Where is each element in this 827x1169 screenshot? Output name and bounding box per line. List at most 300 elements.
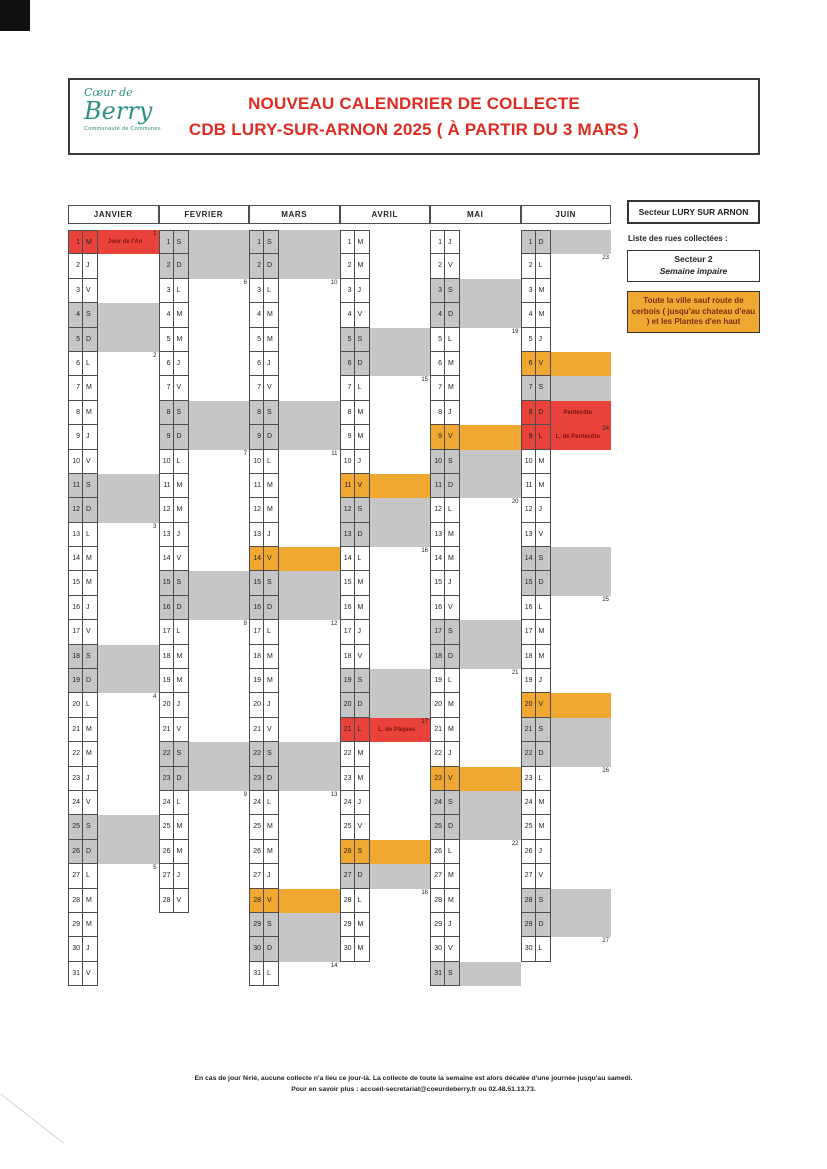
day-note-area — [551, 742, 612, 766]
day-note-area — [189, 230, 250, 254]
day-note-area — [460, 815, 521, 839]
day-number: 9 — [430, 425, 444, 449]
day-note-area — [279, 498, 340, 522]
day-cell — [340, 547, 431, 571]
day-letter: L — [82, 693, 98, 717]
day-cell — [68, 620, 159, 644]
day-cell — [249, 571, 340, 595]
day-cell — [68, 547, 159, 571]
day-cell — [521, 620, 612, 644]
day-cell — [430, 913, 521, 937]
day-note-area — [551, 523, 612, 547]
day-letter: V — [535, 864, 551, 888]
day-number: 16 — [430, 596, 444, 620]
day-note-area — [189, 791, 250, 815]
day-letter: V — [444, 767, 460, 791]
day-number: 9 — [159, 425, 173, 449]
day-note-area — [551, 498, 612, 522]
day-cell — [340, 376, 431, 400]
day-note-area — [279, 596, 340, 620]
day-letter: L — [82, 352, 98, 376]
day-letter: D — [173, 596, 189, 620]
day-cell — [68, 864, 159, 888]
day-letter: J — [82, 254, 98, 278]
day-letter: M — [263, 474, 279, 498]
day-cell — [340, 596, 431, 620]
week-number: 8 — [243, 621, 247, 628]
week-number: 7 — [243, 450, 247, 457]
day-cell — [521, 889, 612, 913]
day-number: 23 — [68, 767, 82, 791]
day-letter: D — [263, 425, 279, 449]
day-note-area — [189, 376, 250, 400]
day-letter: M — [444, 864, 460, 888]
week-number: 21 — [511, 670, 519, 677]
day-note-area — [460, 889, 521, 913]
day-number: 18 — [430, 645, 444, 669]
day-number: 27 — [68, 864, 82, 888]
day-number: 22 — [340, 742, 354, 766]
day-note-area — [189, 401, 250, 425]
day-note-area — [370, 279, 431, 303]
scan-artifact-corner — [0, 0, 30, 31]
day-note-area — [460, 328, 521, 352]
day-note-area — [98, 937, 159, 961]
day-cell — [430, 571, 521, 595]
day-cell — [340, 693, 431, 717]
day-letter: S — [535, 889, 551, 913]
day-letter: L — [535, 767, 551, 791]
day-cell — [430, 230, 521, 254]
day-number: 17 — [249, 620, 263, 644]
page-title-line1: NOUVEAU CALENDRIER DE COLLECTE — [248, 94, 580, 113]
day-cell — [159, 742, 250, 766]
day-letter: M — [82, 376, 98, 400]
week-number: 12 — [330, 621, 338, 628]
month-days — [340, 230, 431, 962]
day-cell — [430, 620, 521, 644]
day-letter: L — [173, 620, 189, 644]
day-cell — [249, 815, 340, 839]
day-letter: J — [354, 450, 370, 474]
day-note-area — [370, 328, 431, 352]
day-number: 21 — [521, 718, 535, 742]
day-letter: D — [354, 864, 370, 888]
day-note-area — [279, 571, 340, 595]
day-note-area — [551, 547, 612, 571]
day-note-area — [551, 620, 612, 644]
day-letter: J — [82, 937, 98, 961]
week-number: 11 — [331, 450, 338, 457]
day-cell — [430, 523, 521, 547]
day-letter: L — [535, 254, 551, 278]
day-letter: M — [263, 498, 279, 522]
day-letter: M — [173, 645, 189, 669]
day-letter: S — [173, 571, 189, 595]
day-cell — [68, 742, 159, 766]
day-number: 20 — [340, 693, 354, 717]
day-note-area — [370, 474, 431, 498]
day-note-area — [551, 791, 612, 815]
day-note-area — [370, 498, 431, 522]
day-cell — [430, 450, 521, 474]
day-number: 25 — [249, 815, 263, 839]
day-letter: D — [263, 254, 279, 278]
day-number: 19 — [68, 669, 82, 693]
month-header: FEVRIER — [159, 205, 250, 224]
day-cell — [249, 376, 340, 400]
day-letter: L — [354, 376, 370, 400]
day-note-area — [189, 693, 250, 717]
day-cell — [68, 328, 159, 352]
day-number: 14 — [340, 547, 354, 571]
day-number: 8 — [430, 401, 444, 425]
day-note-area — [460, 279, 521, 303]
day-number: 8 — [249, 401, 263, 425]
day-letter: M — [444, 523, 460, 547]
day-number: 1 — [521, 230, 535, 254]
day-cell — [159, 376, 250, 400]
day-note-area — [189, 840, 250, 864]
day-note-area — [98, 742, 159, 766]
day-cell — [249, 425, 340, 449]
logo-subtitle: Communauté de Communes — [84, 126, 161, 132]
day-note-area — [98, 767, 159, 791]
day-cell — [249, 523, 340, 547]
day-number: 21 — [249, 718, 263, 742]
day-letter: M — [535, 791, 551, 815]
day-cell — [521, 279, 612, 303]
day-letter: M — [535, 474, 551, 498]
day-cell — [340, 864, 431, 888]
day-number: 21 — [430, 718, 444, 742]
day-letter: L — [354, 889, 370, 913]
day-letter: V — [535, 693, 551, 717]
day-letter: S — [82, 303, 98, 327]
day-cell — [521, 645, 612, 669]
day-number: 26 — [430, 840, 444, 864]
day-cell — [521, 767, 612, 791]
day-letter: D — [444, 474, 460, 498]
day-number: 5 — [430, 328, 444, 352]
day-note-area — [98, 645, 159, 669]
day-note-area — [551, 254, 612, 278]
day-cell — [340, 669, 431, 693]
day-note-area — [460, 571, 521, 595]
day-letter: M — [173, 669, 189, 693]
day-number: 30 — [340, 937, 354, 961]
day-letter: V — [354, 474, 370, 498]
day-number: 1 — [249, 230, 263, 254]
day-cell — [249, 498, 340, 522]
day-cell — [249, 742, 340, 766]
day-number: 28 — [430, 889, 444, 913]
day-cell — [249, 254, 340, 278]
week-number: 3 — [153, 523, 157, 530]
month-column-juin — [521, 205, 612, 986]
day-letter: S — [444, 279, 460, 303]
day-cell — [430, 401, 521, 425]
day-cell — [521, 547, 612, 571]
day-cell — [159, 596, 250, 620]
day-note-area — [460, 523, 521, 547]
footer-note-line1: En cas de jour férié, aucune collecte n'a lieu ce jour-là. La collecte de toute la semaine est alors décalée d'une journée jusqu'au samedi. — [194, 1075, 633, 1082]
month-header: JANVIER — [68, 205, 159, 224]
day-note-area — [551, 596, 612, 620]
day-letter: L — [535, 937, 551, 961]
logo-text-main: Berry — [84, 97, 153, 125]
day-number: 23 — [249, 767, 263, 791]
zone-description-box: Toute la ville sauf route de cerbois ( jusqu'au chateau d'eau ) et les Plantes d'en haut — [627, 291, 760, 333]
day-note-area — [279, 937, 340, 961]
day-note-area — [279, 864, 340, 888]
day-letter: J — [354, 620, 370, 644]
day-note-area — [279, 693, 340, 717]
day-note-area — [189, 815, 250, 839]
day-number: 22 — [249, 742, 263, 766]
day-note-area — [460, 498, 521, 522]
day-number: 20 — [68, 693, 82, 717]
day-note-area — [189, 352, 250, 376]
day-letter: D — [535, 913, 551, 937]
day-number: 22 — [159, 742, 173, 766]
day-number: 5 — [159, 328, 173, 352]
day-number: 26 — [68, 840, 82, 864]
day-number: 7 — [68, 376, 82, 400]
day-number: 29 — [68, 913, 82, 937]
day-cell — [68, 962, 159, 986]
day-number: 18 — [521, 645, 535, 669]
day-number: 17 — [340, 620, 354, 644]
day-cell — [340, 498, 431, 522]
week-number: 18 — [421, 889, 428, 896]
day-cell — [249, 328, 340, 352]
day-note-area — [370, 596, 431, 620]
day-number: 19 — [249, 669, 263, 693]
day-note-area — [460, 401, 521, 425]
day-letter: V — [173, 718, 189, 742]
day-letter: D — [354, 352, 370, 376]
day-letter: J — [444, 742, 460, 766]
month-column-mai — [430, 205, 521, 986]
day-note-area — [279, 962, 340, 986]
day-letter: V — [444, 937, 460, 961]
day-number: 12 — [521, 498, 535, 522]
header-box — [68, 78, 760, 155]
day-note-area — [189, 328, 250, 352]
day-letter: J — [535, 328, 551, 352]
day-cell — [68, 425, 159, 449]
day-letter: M — [535, 620, 551, 644]
day-cell — [159, 815, 250, 839]
day-cell — [340, 450, 431, 474]
day-number: 30 — [430, 937, 444, 961]
day-letter: V — [354, 815, 370, 839]
day-note-area — [279, 230, 340, 254]
coeur-de-berry-logo — [84, 87, 184, 133]
day-letter: L — [263, 962, 279, 986]
day-cell — [68, 376, 159, 400]
day-cell — [159, 254, 250, 278]
day-note-area — [189, 523, 250, 547]
day-cell — [430, 962, 521, 986]
day-cell — [340, 815, 431, 839]
day-number: 13 — [340, 523, 354, 547]
day-note-area — [370, 352, 431, 376]
day-letter: V — [82, 962, 98, 986]
day-number: 18 — [340, 645, 354, 669]
day-cell — [521, 913, 612, 937]
day-note-area — [460, 645, 521, 669]
day-cell — [249, 450, 340, 474]
day-number: 14 — [430, 547, 444, 571]
day-cell — [68, 937, 159, 961]
holiday-label: L. de Pentecôte — [555, 434, 600, 441]
day-letter: M — [173, 840, 189, 864]
day-letter: S — [82, 815, 98, 839]
day-letter: D — [535, 401, 551, 425]
day-cell — [159, 352, 250, 376]
day-note-area — [370, 693, 431, 717]
day-cell — [159, 401, 250, 425]
day-letter: S — [354, 840, 370, 864]
day-letter: J — [535, 498, 551, 522]
day-number: 28 — [340, 889, 354, 913]
day-number: 20 — [430, 693, 444, 717]
day-note-area — [189, 767, 250, 791]
month-header: MAI — [430, 205, 521, 224]
day-cell — [521, 937, 612, 961]
day-number: 25 — [68, 815, 82, 839]
month-days — [159, 230, 250, 913]
day-number: 11 — [159, 474, 173, 498]
day-note-area — [460, 742, 521, 766]
month-column-fevrier — [159, 205, 250, 986]
week-number: 16 — [421, 548, 428, 555]
day-cell — [68, 401, 159, 425]
day-number: 24 — [521, 791, 535, 815]
day-number: 4 — [68, 303, 82, 327]
day-number: 24 — [249, 791, 263, 815]
day-note-area — [279, 645, 340, 669]
day-number: 2 — [159, 254, 173, 278]
day-number: 10 — [521, 450, 535, 474]
day-note-area — [370, 523, 431, 547]
day-letter: M — [263, 328, 279, 352]
day-letter: V — [263, 376, 279, 400]
week-number: 20 — [511, 499, 519, 506]
day-cell — [521, 791, 612, 815]
day-number: 23 — [340, 767, 354, 791]
day-letter: M — [444, 889, 460, 913]
day-letter: M — [354, 425, 370, 449]
day-note-area — [370, 937, 431, 961]
day-number: 11 — [430, 474, 444, 498]
day-number: 7 — [159, 376, 173, 400]
day-number: 25 — [430, 815, 444, 839]
day-note-area — [460, 791, 521, 815]
day-cell — [521, 352, 612, 376]
day-cell — [159, 645, 250, 669]
day-letter: V — [354, 303, 370, 327]
day-number: 4 — [249, 303, 263, 327]
day-cell — [159, 864, 250, 888]
day-number: 19 — [430, 669, 444, 693]
day-letter: L — [263, 450, 279, 474]
day-number: 22 — [68, 742, 82, 766]
day-letter: D — [263, 767, 279, 791]
month-days — [430, 230, 521, 986]
day-note-area — [460, 864, 521, 888]
day-letter: M — [444, 352, 460, 376]
day-number: 25 — [159, 815, 173, 839]
day-note-area — [98, 571, 159, 595]
month-days — [68, 230, 159, 986]
day-cell — [68, 693, 159, 717]
day-number: 11 — [340, 474, 354, 498]
day-note-area — [189, 254, 250, 278]
day-letter: S — [535, 547, 551, 571]
day-letter: V — [82, 620, 98, 644]
day-cell — [521, 303, 612, 327]
day-letter: S — [263, 230, 279, 254]
scan-artifact-line — [0, 1093, 64, 1143]
day-number: 24 — [430, 791, 444, 815]
day-letter: D — [82, 498, 98, 522]
day-number: 15 — [159, 571, 173, 595]
day-cell — [249, 962, 340, 986]
day-letter: J — [82, 596, 98, 620]
day-letter: L — [173, 450, 189, 474]
day-cell — [340, 620, 431, 644]
day-letter: L — [263, 791, 279, 815]
week-number: 15 — [421, 377, 428, 384]
day-letter: S — [535, 376, 551, 400]
week-number: 19 — [511, 328, 519, 335]
day-number: 3 — [68, 279, 82, 303]
day-cell — [521, 376, 612, 400]
day-number: 4 — [159, 303, 173, 327]
day-cell — [430, 791, 521, 815]
day-note-area — [279, 279, 340, 303]
day-note-area — [279, 303, 340, 327]
day-note-area — [551, 376, 612, 400]
day-cell — [521, 596, 612, 620]
day-number: 5 — [68, 328, 82, 352]
day-number: 20 — [521, 693, 535, 717]
day-letter: M — [535, 815, 551, 839]
day-number: 22 — [521, 742, 535, 766]
day-note-area — [370, 450, 431, 474]
day-note-area — [98, 864, 159, 888]
day-cell — [430, 767, 521, 791]
day-cell — [159, 767, 250, 791]
day-letter: J — [263, 693, 279, 717]
day-note-area — [460, 962, 521, 986]
day-note-area — [370, 889, 431, 913]
day-number: 27 — [430, 864, 444, 888]
day-note-area — [551, 401, 612, 425]
sidebar — [627, 200, 760, 333]
day-number: 10 — [68, 450, 82, 474]
day-cell — [521, 474, 612, 498]
day-cell — [521, 254, 612, 278]
day-note-area — [460, 937, 521, 961]
day-number: 31 — [68, 962, 82, 986]
streets-list-label: Liste des rues collectées : — [628, 234, 728, 243]
day-cell — [430, 376, 521, 400]
day-cell — [68, 230, 159, 254]
